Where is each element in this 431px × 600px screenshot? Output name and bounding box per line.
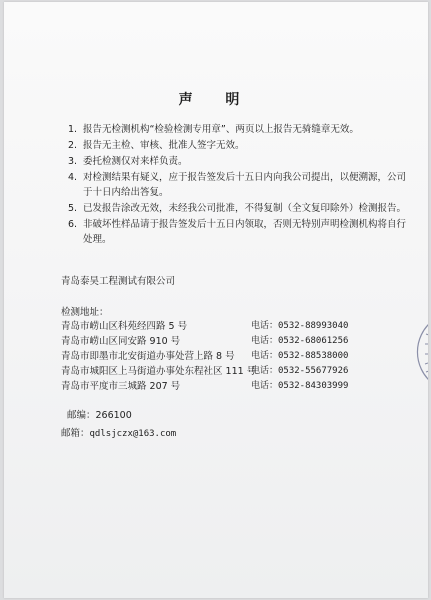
clause-text: 委托检测仅对来样负责。 xyxy=(83,156,188,167)
address-text: 青岛市城阳区上马街道办事处东程社区 111 号 xyxy=(61,366,257,377)
list-item xyxy=(61,319,401,334)
address-text: 青岛市崂山区同安路 910 号 xyxy=(61,336,181,347)
list-item xyxy=(68,154,408,169)
clause-number: 1. xyxy=(68,124,78,135)
clause-text: 非破坏性样品请于报告签发后十五日内领取，否则无特别声明检测机构将自行处理。 xyxy=(83,219,407,245)
clause-text: 已发报告涂改无效，未经我公司批准，不得复制（全文复印除外）检测报告。 xyxy=(83,203,407,214)
document-page xyxy=(4,2,428,598)
clause-number: 5. xyxy=(68,203,78,214)
clause-number: 6. xyxy=(68,219,78,230)
list-item xyxy=(68,122,408,137)
phone-number: 电话：0532-68061256 xyxy=(251,336,349,346)
clause-number: 3. xyxy=(68,156,78,167)
list-item xyxy=(61,334,401,349)
phone-number: 电话：0532-84303999 xyxy=(251,381,349,391)
email-line xyxy=(61,425,176,439)
phone-number: 电话：0532-55677926 xyxy=(251,366,349,376)
page-title: 声 明 xyxy=(178,92,254,108)
phone-number: 电话：0532-88993040 xyxy=(251,321,349,331)
clause-number: 2. xyxy=(68,140,78,151)
email-label: 邮箱： xyxy=(61,428,90,439)
list-item xyxy=(61,379,401,394)
address-text: 青岛市崂山区科苑经四路 5 号 xyxy=(61,321,188,332)
email-address: qdlsjczx@163.com xyxy=(89,429,177,439)
address-label: 检测地址： xyxy=(61,307,109,318)
list-item xyxy=(61,364,401,379)
list-item xyxy=(68,201,408,216)
address-list xyxy=(61,319,401,394)
declaration-list xyxy=(68,122,408,248)
seal-stamp-icon xyxy=(409,320,428,384)
list-item xyxy=(68,138,408,153)
list-item xyxy=(68,217,408,247)
clause-text: 报告无检测机构“检验检测专用章”、两页以上报告无骑缝章无效。 xyxy=(83,124,359,135)
list-item xyxy=(61,349,401,364)
postal-code: 邮编：266100 xyxy=(67,410,132,421)
clause-number: 4. xyxy=(68,172,78,183)
phone-number: 电话：0532-88538000 xyxy=(251,351,349,361)
address-text: 青岛市平度市三城路 207 号 xyxy=(61,381,181,392)
address-text: 青岛市即墨市北安街道办事处营上路 8 号 xyxy=(61,351,235,362)
list-item xyxy=(68,170,408,200)
clause-text: 报告无主检、审核、批准人签字无效。 xyxy=(83,140,245,151)
company-name: 青岛泰昊工程测试有限公司 xyxy=(61,276,176,287)
clause-text: 对检测结果有疑义，应于报告签发后十五日内向我公司提出，以便溯源，公司于十日内给出答复。 xyxy=(83,172,407,198)
